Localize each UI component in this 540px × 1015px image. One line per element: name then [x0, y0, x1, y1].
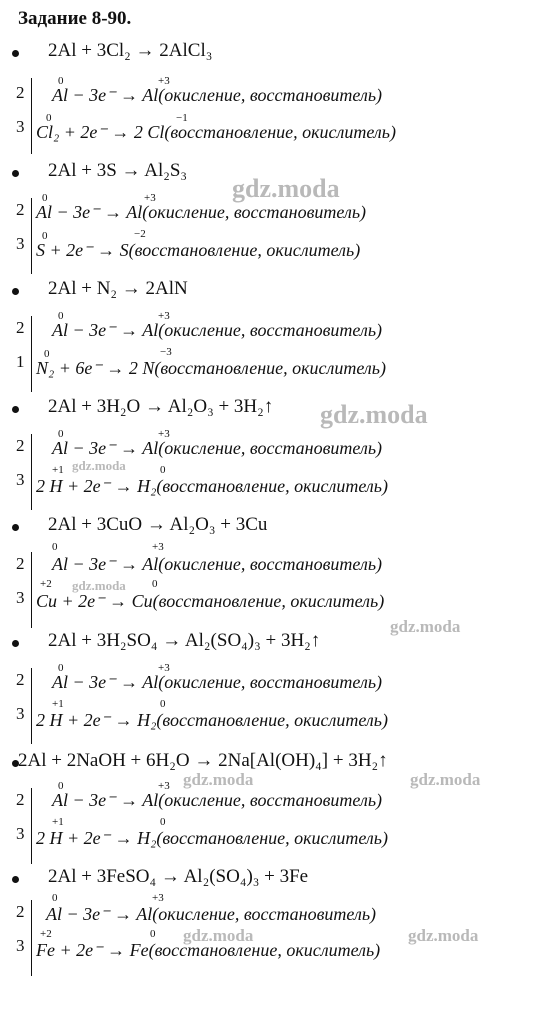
reaction-equation: 2Al + 3S → Al₂S₃: [48, 160, 188, 181]
half-reaction-oxidation: Al − 3e⁻ → Al(окисление, восстановитель): [52, 320, 383, 340]
reaction-section-3: [0, 278, 540, 398]
reaction-section-7: [0, 750, 540, 870]
oxidation-state: +3: [158, 428, 170, 440]
oxidation-state: −3: [160, 346, 172, 358]
coefficient-2: 3: [16, 588, 25, 607]
reaction-section-4: [0, 396, 540, 516]
watermark: gdz.moda: [183, 770, 254, 789]
watermark: gdz.moda: [72, 458, 126, 473]
oxidation-state: 0: [160, 698, 166, 710]
oxidation-state: 0: [160, 816, 166, 828]
half-reaction-reduction: N₂ + 6e⁻ → 2 N(восстановление, окислитель): [36, 358, 386, 378]
oxidation-state: +2: [40, 578, 52, 590]
coefficient-1: 2: [16, 790, 25, 809]
oxidation-state: +3: [158, 662, 170, 674]
coefficient-2: 3: [16, 470, 25, 489]
oxidation-state: 0: [52, 892, 58, 904]
reaction-equation: 2Al + 3Cl₂ → 2AlCl₃: [48, 40, 213, 61]
watermark: gdz.moda: [320, 400, 428, 429]
watermark: gdz.moda: [232, 174, 340, 203]
oxidation-state: 0: [58, 662, 64, 674]
bullet-icon: [12, 524, 19, 531]
oxidation-state: 0: [58, 310, 64, 322]
oxidation-state: 0: [58, 428, 64, 440]
half-reaction-reduction: Fe + 2e⁻ → Fe(восстановление, окислитель): [36, 940, 381, 960]
watermark: gdz.moda: [72, 578, 126, 593]
coefficient-1: 2: [16, 436, 25, 455]
oxidation-state: 0: [160, 464, 166, 476]
half-reaction-oxidation: Al − 3e⁻ → Al(окисление, восстановитель): [46, 904, 377, 924]
half-reaction-reduction: 2 H + 2e⁻ → H₂(восстановление, окислитель): [36, 710, 388, 730]
half-reaction-oxidation: Al − 3e⁻ → Al(окисление, восстановитель): [52, 85, 383, 105]
half-reaction-oxidation: Al − 3e⁻ → Al(окисление, восстановитель): [52, 554, 383, 574]
oxidation-state: −2: [134, 228, 146, 240]
bullet-icon: [12, 406, 19, 413]
half-reaction-reduction: Cu + 2e⁻ → Cu(восстановление, окислитель): [36, 591, 385, 611]
watermark: gdz.moda: [390, 617, 461, 636]
bullet-icon: [12, 288, 19, 295]
reaction-equation: 2Al + 2NaOH + 6H₂O → 2Na[Al(OH)₄] + 3H₂↑: [18, 750, 388, 771]
reaction-section-6: [0, 630, 540, 750]
oxidation-state: 0: [42, 230, 48, 242]
half-reaction-oxidation: Al − 3e⁻ → Al(окисление, восстановитель): [36, 202, 367, 222]
half-reaction-reduction: Cl₂ + 2e⁻ → 2 Cl(восстановление, окислитель): [36, 122, 396, 142]
oxidation-state: 0: [44, 348, 50, 360]
oxidation-state: 0: [58, 780, 64, 792]
oxidation-state: +3: [152, 541, 164, 553]
watermark: gdz.moda: [183, 926, 254, 945]
oxidation-state: +3: [158, 310, 170, 322]
watermark: gdz.moda: [408, 926, 479, 945]
oxidation-state: +1: [52, 698, 64, 710]
oxidation-state: 0: [152, 578, 158, 590]
coefficient-2: 3: [16, 234, 25, 253]
half-reaction-oxidation: Al − 3e⁻ → Al(окисление, восстановитель): [52, 672, 383, 692]
coefficient-1: 2: [16, 318, 25, 337]
balance-bar: [31, 316, 32, 392]
reaction-equation: 2Al + 3FeSO₄ → Al₂(SO₄)₃ + 3Fe: [48, 866, 309, 887]
coefficient-1: 2: [16, 83, 25, 102]
oxidation-state: +1: [52, 464, 64, 476]
oxidation-state: +2: [40, 928, 52, 940]
half-reaction-reduction: 2 H + 2e⁻ → H₂(восстановление, окислитель): [36, 476, 388, 496]
balance-bar: [31, 78, 32, 154]
bullet-icon: [12, 50, 19, 57]
balance-bar: [31, 198, 32, 274]
balance-bar: [31, 552, 32, 628]
balance-bar: [31, 434, 32, 510]
task-title: Задание 8-90.: [18, 8, 132, 29]
oxidation-state: −1: [176, 112, 188, 124]
balance-bar: [31, 900, 32, 976]
oxidation-state: 0: [46, 112, 52, 124]
reaction-equation: 2Al + 3H₂SO₄ → Al₂(SO₄)₃ + 3H₂↑: [48, 630, 321, 651]
half-reaction-reduction: 2 H + 2e⁻ → H₂(восстановление, окислитель): [36, 828, 388, 848]
coefficient-1: 2: [16, 902, 25, 921]
half-reaction-oxidation: Al − 3e⁻ → Al(окисление, восстановитель): [52, 438, 383, 458]
oxidation-state: +3: [158, 780, 170, 792]
oxidation-state: +3: [158, 75, 170, 87]
coefficient-1: 2: [16, 200, 25, 219]
coefficient-1: 2: [16, 670, 25, 689]
bullet-icon: [12, 640, 19, 647]
oxidation-state: +3: [152, 892, 164, 904]
oxidation-state: 0: [52, 541, 58, 553]
half-reaction-reduction: S + 2e⁻ → S(восстановление, окислитель): [36, 240, 361, 260]
reaction-section-1: [0, 40, 540, 160]
watermark: gdz.moda: [410, 770, 481, 789]
oxidation-state: 0: [150, 928, 156, 940]
reaction-equation: 2Al + N₂ → 2AlN: [48, 278, 188, 299]
half-reaction-oxidation: Al − 3e⁻ → Al(окисление, восстановитель): [52, 790, 383, 810]
bullet-icon: [12, 876, 19, 883]
oxidation-state: +3: [144, 192, 156, 204]
reaction-equation: 2Al + 3H₂O → Al₂O₃ + 3H₂↑: [48, 396, 274, 417]
balance-bar: [31, 668, 32, 744]
oxidation-state: 0: [42, 192, 48, 204]
coefficient-2: 3: [16, 117, 25, 136]
coefficient-2: 3: [16, 824, 25, 843]
coefficient-2: 1: [16, 352, 25, 371]
coefficient-1: 2: [16, 554, 25, 573]
oxidation-state: 0: [58, 75, 64, 87]
reaction-section-5: [0, 514, 540, 634]
reaction-equation: 2Al + 3CuO → Al₂O₃ + 3Cu: [48, 514, 268, 535]
coefficient-2: 3: [16, 704, 25, 723]
balance-bar: [31, 788, 32, 864]
coefficient-2: 3: [16, 936, 25, 955]
bullet-icon: [12, 170, 19, 177]
oxidation-state: +1: [52, 816, 64, 828]
